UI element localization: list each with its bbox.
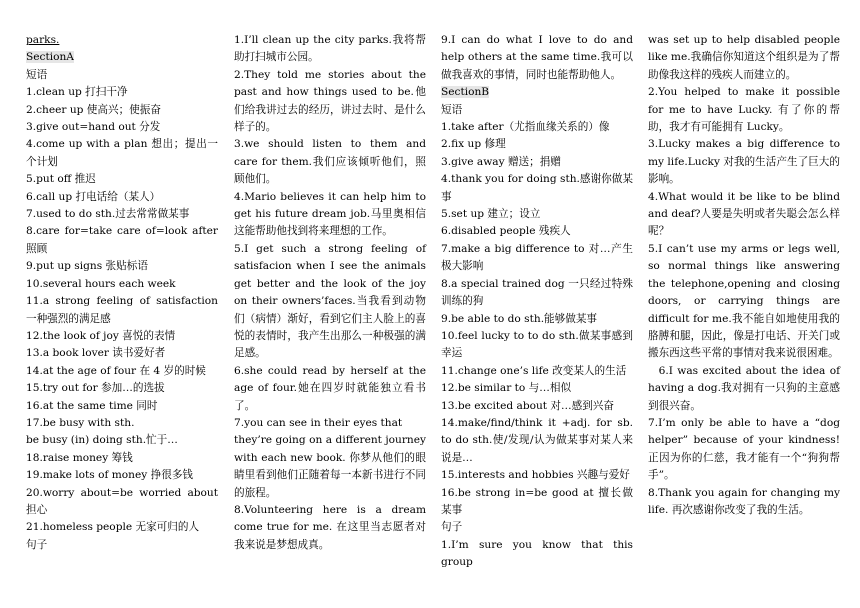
sentence-item: 5.I get such a strong feeling of satisfacion when I see the animals get better and the look of the joy on their owners’faces.当我看到动物们（病情）渐好，看到它们主人脸上的喜悦的表情时，我产生出那么一种极强的满足感。 bbox=[234, 242, 426, 360]
sentence-item: 1.I’ll clean up the city parks.我将帮助打扫城市公园。 bbox=[234, 34, 426, 64]
sentence-item: 6.she could read by herself at the age of four.她在四岁时就能独立看书了。 bbox=[234, 364, 426, 412]
phrase-item: 20.worry about=be worried about 担心 bbox=[26, 486, 218, 516]
sentence-item: 1.I’m sure you know that this group bbox=[441, 538, 633, 569]
continued-title: parks. bbox=[26, 34, 60, 46]
phrase-item: 12.the look of joy 喜悦的表情 bbox=[26, 329, 176, 342]
column-4 bbox=[648, 32, 840, 519]
sentence-item: 9.I can do what I love to do and help others at the same time.我可以做我喜欢的事情，同时也能帮助他人。 bbox=[441, 34, 633, 81]
phrase-item: 8.care for=take care of=look after 照顾 bbox=[26, 225, 218, 255]
phrase-item: 9.be able to do sth.能够做某事 bbox=[441, 312, 598, 325]
section-a-heading: SectionA bbox=[26, 51, 74, 64]
phrase-item: 1.take after（尤指血缘关系的）像 bbox=[441, 121, 610, 134]
phrase-item: 13.a book lover 读书爱好者 bbox=[26, 347, 166, 360]
phrase-item: 12.be similar to 与…相似 bbox=[441, 382, 572, 395]
sentences-heading: 句子 bbox=[441, 521, 463, 534]
phrase-item: 15.interests and hobbies 兴趣与爱好 bbox=[441, 469, 630, 482]
phrase-item: 14.at the age of four 在 4 岁的时候 bbox=[26, 364, 206, 377]
phrase-item: 10.feel lucky to to do sth.做某事感到幸运 bbox=[441, 329, 633, 360]
sentence-item: 3.we should listen to them and care for them.我们应该倾听他们，照顾他们。 bbox=[234, 138, 426, 186]
phrase-item: 17.be busy with sth. bbox=[26, 416, 135, 429]
phrase-item: 15.try out for 参加…的选拔 bbox=[26, 382, 165, 395]
phrase-item: 13.be excited about 对…感到兴奋 bbox=[441, 399, 614, 412]
column-2 bbox=[234, 32, 426, 554]
phrase-item: 6.call up 打电话给（某人） bbox=[26, 190, 161, 203]
sentence-item: 7.I’m only be able to have a “dog helper” because of your kindness!正因为你的仁慈，我才能有一个“狗狗帮手”。 bbox=[648, 416, 840, 482]
phrase-item: 11.change one’s life 改变某人的生活 bbox=[441, 364, 627, 377]
phrase-item: 5.put off 推迟 bbox=[26, 173, 96, 186]
phrase-item: 4.thank you for doing sth.感谢你做某事 bbox=[441, 173, 633, 203]
sentences-heading: 句子 bbox=[26, 538, 48, 551]
phrase-item: 14.make/find/think it +adj. for sb. to do sth.使/发现/认为做某事对某人来说是… bbox=[441, 416, 633, 464]
sentence-item: 7.you can see in their eyes that bbox=[234, 416, 403, 429]
phrase-item: 6.disabled people 残疾人 bbox=[441, 225, 571, 238]
phrase-item: 1.clean up 打扫干净 bbox=[26, 86, 128, 99]
phrase-item: 19.make lots of money 挣很多钱 bbox=[26, 469, 194, 482]
sentence-item: 5.I can’t use my arms or legs well, so normal things like answering the telephone,opening and closing doors, or carrying things are difficult for me.我不能自如地使用我的胳膊和腿，因此，像是打电话、开关门或搬东西这些平常的事情对我来说很困难。 bbox=[648, 242, 840, 360]
phrases-heading: 短语 bbox=[441, 103, 463, 116]
section-b-heading: SectionB bbox=[441, 86, 490, 99]
sentence-item: they’re going on a different journey with each new book. 你梦从他们的眼睛里看到他们正随着每一本新书进行不同的旅程。 bbox=[234, 434, 426, 499]
phrase-item: 10.several hours each week bbox=[26, 277, 176, 290]
phrase-item: 4.come up with a plan 想出；提出一个计划 bbox=[26, 138, 218, 168]
sentence-item: 6.I was excited about the idea of having a dog.我对拥有一只狗的主意感到很兴奋。 bbox=[648, 364, 840, 412]
phrase-item: 16.at the same time 同时 bbox=[26, 399, 158, 412]
sentence-item: 4.Mario believes it can help him to get his future dream job.马里奥相信这能帮助他找到将来理想的工作。 bbox=[234, 190, 426, 238]
phrase-item: 3.give out=hand out 分发 bbox=[26, 121, 161, 134]
phrase-item: 16.be strong in=be good at 擅长做某事 bbox=[441, 486, 633, 516]
sentence-item: 8.Thank you again for changing my life. 再次感谢你改变了我的生活。 bbox=[648, 486, 840, 516]
phrase-item: 2.cheer up 使高兴；使振奋 bbox=[26, 103, 161, 116]
phrase-item: 5.set up 建立；设立 bbox=[441, 208, 541, 221]
phrase-item: 7.used to do sth.过去常常做某事 bbox=[26, 208, 190, 221]
phrase-item: 3.give away 赠送；捐赠 bbox=[441, 155, 561, 168]
phrases-heading: 短语 bbox=[26, 68, 48, 81]
column-3 bbox=[441, 32, 633, 572]
sentence-item: was set up to help disabled people like me.我确信你知道这个组织是为了帮助像我这样的残疾人而建立的。 bbox=[648, 34, 840, 81]
phrase-item: 18.raise money 筹钱 bbox=[26, 451, 133, 464]
sentence-item: 3.Lucky makes a big difference to my life.Lucky 对我的生活产生了巨大的影响。 bbox=[648, 138, 840, 186]
phrase-item: 2.fix up 修理 bbox=[441, 138, 506, 151]
phrase-item: 7.make a big difference to 对…产生极大影响 bbox=[441, 242, 633, 273]
phrase-item: 8.a special trained dog 一只经过特殊训练的狗 bbox=[441, 277, 633, 308]
sentence-item: 2.They told me stories about the past and how things used to be.他们给我讲过去的经历，讲过去时、是什么样子的。 bbox=[234, 68, 426, 134]
phrase-item: 11.a strong feeling of satisfaction 一种强烈的满足感 bbox=[26, 295, 218, 325]
sentence-item: 8.Volunteering here is a dream come true for me. 在这里当志愿者对我来说是梦想成真。 bbox=[234, 503, 426, 551]
column-1 bbox=[26, 32, 218, 554]
phrase-item: 21.homeless people 无家可归的人 bbox=[26, 521, 200, 534]
sentence-item: 2.You helped to make it possible for me to have Lucky. 有了你的帮助，我才有可能拥有 Lucky。 bbox=[648, 86, 840, 134]
phrase-item: be busy (in) doing sth.忙于… bbox=[26, 434, 178, 447]
phrase-item: 9.put up signs 张贴标语 bbox=[26, 260, 148, 273]
sentence-item: 4.What would it be like to be blind and deaf?人要是失明或者失聪会怎么样呢？ bbox=[648, 190, 840, 238]
